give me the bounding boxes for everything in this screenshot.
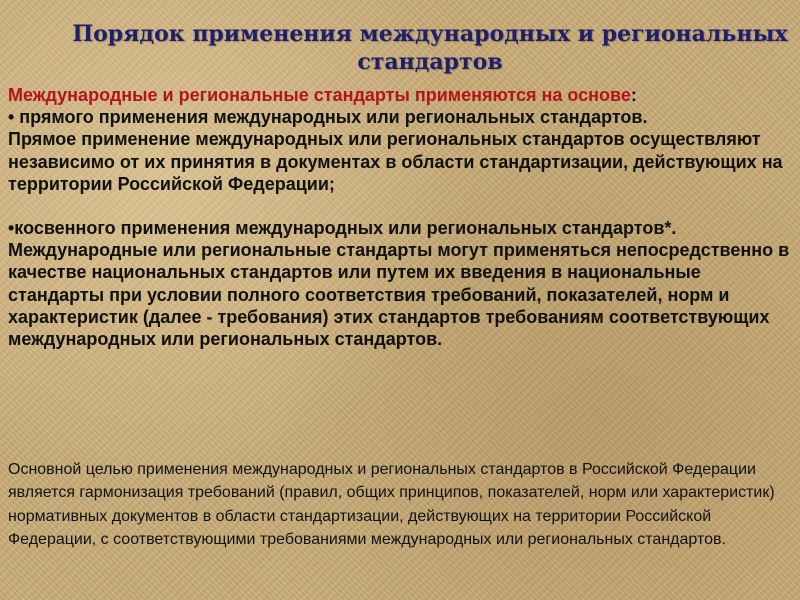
bullet-indirect: •косвенного применения международных или региональных стандартов*. bbox=[8, 218, 677, 239]
lead-text: Международные и региональные стандарты применяются на основе bbox=[8, 85, 631, 105]
spacer bbox=[8, 195, 792, 217]
slide-title: Порядок применения международных и региональных стандартов bbox=[72, 21, 788, 75]
lead-colon: : bbox=[630, 85, 637, 105]
bullet-direct: • прямого применения международных или региональных стандартов. bbox=[8, 107, 648, 128]
paragraph-direct: Прямое применение международных или региональных стандартов осуществляют независимо от их принятия в документах в области стандартизации, действующих на территории Российской Федерации; bbox=[8, 129, 783, 194]
lead-line bbox=[8, 84, 792, 106]
paragraph-indirect: Международные или региональные стандарты могут применяться непосредственно в качестве национальных стандартов или путем их введения в национальные стандарты при условии полного соответствия требований, показателей, норм и характеристик (далее - требования) этих стандартов требованиям соответствующих международных или региональных стандартов. bbox=[8, 240, 790, 350]
slide-body bbox=[8, 84, 792, 350]
goal-paragraph: Основной целью применения международных и региональных стандартов в Российской Федерации является гармонизация требований (правил, общих принципов, показателей, норм или характеристик) нормативных документов в области стандартизации, действующих на территории Российской Федерации, с соответствующими требованиями международных или региональных стандартов. bbox=[8, 461, 775, 549]
